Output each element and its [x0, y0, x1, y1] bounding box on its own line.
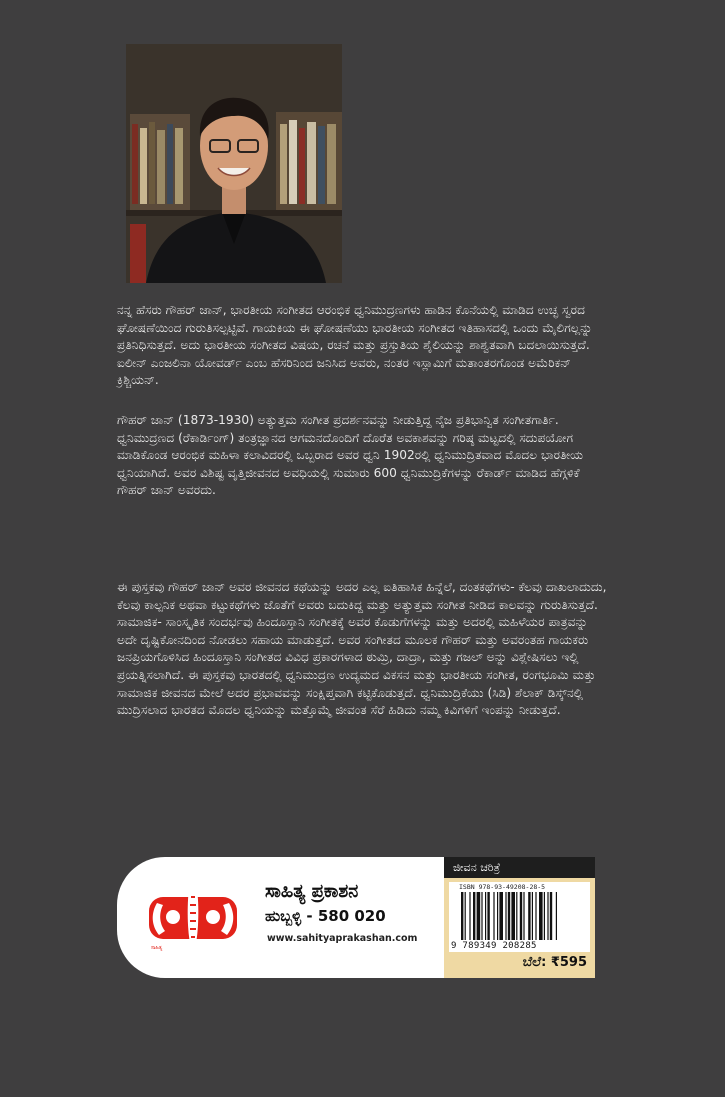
paragraph-1: ನನ್ನ ಹೆಸರು ಗೌಹರ್ ಜಾನ್, ಭಾರತೀಯ ಸಂಗೀತದ ಆರಂಭಿಕ ಧ್ವನಿಮುದ್ರಣಗಳು ಹಾಡಿನ ಕೊನೆಯಲ್ಲಿ ಮಾಡಿದ ಉಚ್ಛ ಸ್ವರದ ಘೋಷಣೆಯಿಂದ ಗುರುತಿಸಲ್ಪಟ್ಟಿವೆ. ಗಾಯಕಿಯ ಈ ಘೋಷಣೆಯು ಭಾರತೀಯ ಸಂಗೀತದ ಇತಿಹಾಸದಲ್ಲಿ ಒಂದು ಮೈಲಿಗಲ್ಲನ್ನು ಪ್ರತಿನಿಧಿಸುತ್ತದೆ. ಅದು ಭಾರತೀಯ ಸಂಗೀತದ ವಿಷಯ, ರಚನೆ ಮತ್ತು ಪ್ರಸ್ತುತಿಯ ಶೈಲಿಯನ್ನು ಶಾಶ್ವತವಾಗಿ ಬದಲಾಯಿಸುತ್ತದೆ. ಐಲೀನ್ ಎಂಜಲಿನಾ ಯೋವರ್ಡ್ ಎಂಬ ಹೆಸರಿನಿಂದ ಜನಿಸಿದ ಅವರು, ನಂತರ ಇಸ್ಲಾಮಿಗೆ ಮತಾಂತರಗೊಂಡ ಅಮೆರಿಕನ್ ಕ್ರಿಶ್ಚಿಯನ್.: [117, 303, 593, 388]
publisher-city: ಹುಬ್ಬಳ್ಳಿ - 580 020: [265, 907, 386, 925]
bio-paragraph: [117, 412, 609, 500]
price: ಬೆಲೆ: ₹595: [522, 955, 587, 970]
barcode-bars-icon: [461, 892, 581, 940]
isbn-text: ISBN 978-93-49208-28-5: [459, 883, 546, 891]
author-photo: [126, 44, 342, 283]
barcode-digits: 9 789349 208285: [451, 941, 537, 951]
paragraph-2: ಗೌಹರ್ ಜಾನ್ (1873-1930) ಅತ್ಯುತ್ತಮ ಸಂಗೀತ ಪ್ರದರ್ಶನವನ್ನು ನೀಡುತ್ತಿದ್ದ ನೈಜ ಪ್ರತಿಭಾನ್ವಿತ ಸಂಗೀತಗಾರ್ತಿ. ಧ್ವನಿಮುದ್ರಣದ (ರೆಕಾರ್ಡಿಂಗ್) ತಂತ್ರಜ್ಞಾನದ ಆಗಮನದೊಂದಿಗೆ ದೊರೆತ ಅವಕಾಶವನ್ನು ಗರಿಷ್ಠ ಮಟ್ಟದಲ್ಲಿ ಸದುಪಯೋಗ ಮಾಡಿಕೊಂಡ ಆರಂಭಿಕ ಮಹಿಳಾ ಕಲಾವಿದರಲ್ಲಿ ಒಬ್ಬರಾದ ಅವರ ಧ್ವನಿ 1902ರಲ್ಲಿ ಧ್ವನಿಮುದ್ರಿತವಾದ ಮೊದಲ ಭಾರತೀಯ ಧ್ವನಿಯಾಗಿದೆ. ಅವರ ವಿಶಿಷ್ಟ ವೃತ್ತಿಜೀವನದ ಅವಧಿಯಲ್ಲಿ ಸುಮಾರು 600 ಧ್ವನಿಮುದ್ರಿಕೆಗಳನ್ನು ರೆಕಾರ್ಡ್ ಮಾಡಿದ ಹೆಗ್ಗಳಿಕೆ ಗೌಹರ್ ಜಾನ್ ಅವರದು.: [117, 413, 584, 498]
publisher-banner: [117, 857, 595, 978]
publisher-url: www.sahityaprakashan.com: [267, 933, 418, 944]
book-description-paragraph: [117, 579, 609, 720]
publisher-name: ಸಾಹಿತ್ಯ ಪ್ರಕಾಶನ: [265, 881, 359, 902]
barcode: [449, 882, 590, 952]
paragraph-3: ಈ ಪುಸ್ತಕವು ಗೌಹರ್ ಜಾನ್ ಅವರ ಜೀವನದ ಕಥೆಯನ್ನು ಅದರ ಎಲ್ಲ ಐತಿಹಾಸಿಕ ಹಿನ್ನೆಲೆ, ದಂತಕಥೆಗಳು- ಕೆಲವು ದಾಖಲಾದುದು, ಕೆಲವು ಕಾಲ್ಪನಿಕ ಅಥವಾ ಕಟ್ಟುಕಥೆಗಳು ಜೊತೆಗೆ ಅವರು ಬದುಕಿದ್ದ ಮತ್ತು ಅತ್ಯುತ್ತಮ ಸಂಗೀತ ನೀಡಿದ ಕಾಲವನ್ನು ಗುರುತಿಸುತ್ತದೆ. ಸಾಮಾಜಿಕ- ಸಾಂಸ್ಕೃತಿಕ ಸಂದರ್ಭವು ಹಿಂದೂಸ್ತಾನಿ ಸಂಗೀತಕ್ಕೆ ಅವರ ಕೊಡುಗೆಗಳನ್ನು ಮತ್ತು ಅದರಲ್ಲಿ ಮಹಿಳೆಯರ ಪಾತ್ರವನ್ನು ಅದೇ ದೃಷ್ಟಿಕೋನದಿಂದ ನೋಡಲು ಸಹಾಯ ಮಾಡುತ್ತದೆ. ಅವರ ಸಂಗೀತದ ಮೂಲಕ ಗೌಹರ್ ಮತ್ತು ಅವರಂತಹ ಗಾಯಕರು ಜನಪ್ರಿಯಗೊಳಿಸಿದ ಹಿಂದೂಸ್ತಾನಿ ಸಂಗೀತದ ವಿವಿಧ ಪ್ರಕಾರಗಳಾದ ಠುಮ್ರಿ, ದಾದ್ರಾ, ಮತ್ತು ಗಜಲ್ ಅನ್ನು ವಿಶ್ಲೇಷಿಸಲು ಇಲ್ಲಿ ಪ್ರಯತ್ನಿಸಲಾಗಿದೆ. ಈ ಪುಸ್ತಕವು ಭಾರತದಲ್ಲಿ ಧ್ವನಿಮುದ್ರಣ ಉದ್ಯಮದ ವಿಕಸನ ಮತ್ತು ಭಾರತೀಯ ಸಂಗೀತ, ರಂಗಭೂಮಿ ಮತ್ತು ಸಾಮಾಜಿಕ ಜೀವನದ ಮೇಲೆ ಅದರ ಪ್ರಭಾವವನ್ನು ಸಂಕ್ಷಿಪ್ತವಾಗಿ ಕಟ್ಟಿಕೊಡುತ್ತದೆ. ಧ್ವನಿಮುದ್ರಿಕೆಯು (ಸಿಡಿ) ಶೆಲಾಕ್ ಡಿಸ್ಕ್‌ನಲ್ಲಿ ಮುದ್ರಿಸಲಾದ ಭಾರತದ ಮೊದಲ ಧ್ವನಿಯನ್ನು ಮತ್ತೊಮ್ಮೆ ಜೀವಂತ ಸೆರೆ ಹಿಡಿದು ನಮ್ಮ ಕಿವಿಗಳಿಗೆ ಇಂಪನ್ನು ನೀಡುತ್ತದೆ.: [117, 580, 607, 718]
svg-text:ಸಾಹಿತ್ಯ: ಸಾಹಿತ್ಯ: [151, 945, 163, 951]
genre-label: ಜೀವನ ಚರಿತ್ರೆ: [444, 857, 595, 878]
publisher-logo: [147, 883, 239, 953]
intro-paragraph: [117, 302, 609, 390]
genre-price-panel: [444, 857, 595, 978]
